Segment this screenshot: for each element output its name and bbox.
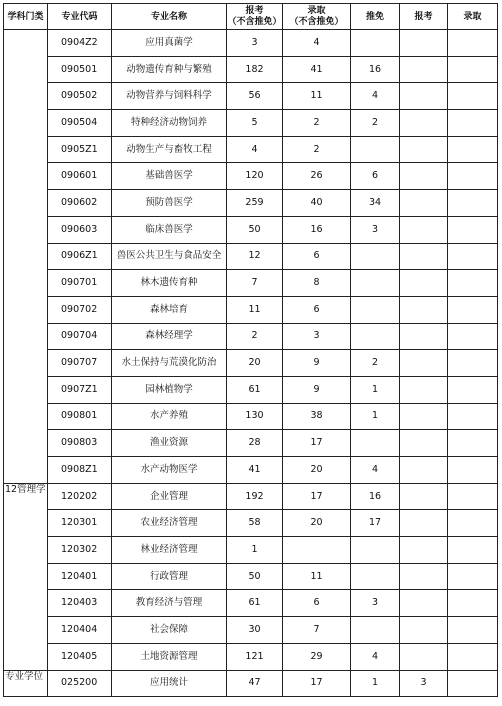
apply-excl-exempt-cell: 5 xyxy=(227,110,283,137)
exempt-cell: 4 xyxy=(351,457,400,484)
admit-excl-exempt-cell: 9 xyxy=(283,376,351,403)
exempt-cell: 4 xyxy=(351,643,400,670)
header-admit-excl-exempt xyxy=(283,4,351,30)
admit-cell xyxy=(448,643,498,670)
code-cell: 120403 xyxy=(48,590,112,617)
admit-excl-exempt-cell: 17 xyxy=(283,483,351,510)
apply-excl-exempt-cell: 7 xyxy=(227,270,283,297)
name-cell: 预防兽医学 xyxy=(112,190,227,217)
admit-cell xyxy=(448,510,498,537)
table-row xyxy=(4,430,498,457)
admit-excl-exempt-cell: 17 xyxy=(283,670,351,697)
admissions-table xyxy=(3,3,498,697)
apply-cell xyxy=(400,216,448,243)
admit-cell xyxy=(448,537,498,564)
apply-excl-exempt-cell: 2 xyxy=(227,323,283,350)
code-cell: 0906Z1 xyxy=(48,243,112,270)
code-cell: 0905Z1 xyxy=(48,136,112,163)
name-cell: 水土保持与荒漠化防治 xyxy=(112,350,227,377)
table-row xyxy=(4,83,498,110)
apply-excl-exempt-cell: 11 xyxy=(227,296,283,323)
apply-cell xyxy=(400,537,448,564)
exempt-cell xyxy=(351,136,400,163)
code-cell: 120404 xyxy=(48,617,112,644)
code-cell: 090601 xyxy=(48,163,112,190)
exempt-cell: 6 xyxy=(351,163,400,190)
header-apply-line2: （不含推免） xyxy=(227,16,282,27)
apply-cell: 3 xyxy=(400,670,448,697)
admit-excl-exempt-cell: 2 xyxy=(283,136,351,163)
name-cell: 动物遗传育种与繁殖 xyxy=(112,56,227,83)
apply-cell xyxy=(400,643,448,670)
apply-excl-exempt-cell: 259 xyxy=(227,190,283,217)
apply-cell xyxy=(400,110,448,137)
admit-excl-exempt-cell: 26 xyxy=(283,163,351,190)
apply-excl-exempt-cell: 1 xyxy=(227,537,283,564)
name-cell: 水产养殖 xyxy=(112,403,227,430)
apply-excl-exempt-cell: 28 xyxy=(227,430,283,457)
code-cell: 090704 xyxy=(48,323,112,350)
admit-cell xyxy=(448,483,498,510)
category-cell: 12管理学 xyxy=(4,483,48,670)
apply-cell xyxy=(400,590,448,617)
apply-cell xyxy=(400,510,448,537)
name-cell: 特种经济动物饲养 xyxy=(112,110,227,137)
exempt-cell xyxy=(351,296,400,323)
code-cell: 090504 xyxy=(48,110,112,137)
table-row xyxy=(4,457,498,484)
apply-cell xyxy=(400,30,448,57)
table-row xyxy=(4,56,498,83)
code-cell: 0908Z1 xyxy=(48,457,112,484)
code-cell: 120405 xyxy=(48,643,112,670)
header-apply-excl-exempt xyxy=(227,4,283,30)
exempt-cell xyxy=(351,243,400,270)
apply-excl-exempt-cell: 130 xyxy=(227,403,283,430)
admit-excl-exempt-cell: 9 xyxy=(283,350,351,377)
exempt-cell xyxy=(351,563,400,590)
table-row xyxy=(4,617,498,644)
admit-cell xyxy=(448,216,498,243)
table-row xyxy=(4,30,498,57)
name-cell: 社会保障 xyxy=(112,617,227,644)
apply-cell xyxy=(400,83,448,110)
admit-cell xyxy=(448,136,498,163)
name-cell: 农业经济管理 xyxy=(112,510,227,537)
table-row xyxy=(4,403,498,430)
exempt-cell: 2 xyxy=(351,110,400,137)
table-row xyxy=(4,563,498,590)
name-cell: 森林经理学 xyxy=(112,323,227,350)
table-row xyxy=(4,537,498,564)
table-row xyxy=(4,483,498,510)
admit-cell xyxy=(448,563,498,590)
header-admit-line1: 录取 xyxy=(307,5,326,16)
header-admit: 录取 xyxy=(448,4,498,30)
exempt-cell: 1 xyxy=(351,670,400,697)
table-row xyxy=(4,163,498,190)
exempt-cell xyxy=(351,270,400,297)
apply-excl-exempt-cell: 50 xyxy=(227,563,283,590)
admit-cell xyxy=(448,670,498,697)
exempt-cell xyxy=(351,323,400,350)
apply-excl-exempt-cell: 182 xyxy=(227,56,283,83)
name-cell: 应用统计 xyxy=(112,670,227,697)
category-cell xyxy=(4,30,48,484)
table-row xyxy=(4,350,498,377)
name-cell: 水产动物医学 xyxy=(112,457,227,484)
header-apply-line1: 报考 xyxy=(245,5,264,16)
exempt-cell: 34 xyxy=(351,190,400,217)
code-cell: 090501 xyxy=(48,56,112,83)
table-row xyxy=(4,643,498,670)
name-cell: 基础兽医学 xyxy=(112,163,227,190)
admit-excl-exempt-cell: 38 xyxy=(283,403,351,430)
exempt-cell xyxy=(351,537,400,564)
table-row xyxy=(4,190,498,217)
admit-excl-exempt-cell: 7 xyxy=(283,617,351,644)
name-cell: 动物营养与饲料科学 xyxy=(112,83,227,110)
admit-cell xyxy=(448,296,498,323)
code-cell: 090603 xyxy=(48,216,112,243)
apply-cell xyxy=(400,457,448,484)
name-cell: 渔业资源 xyxy=(112,430,227,457)
table-row xyxy=(4,270,498,297)
apply-cell xyxy=(400,136,448,163)
apply-excl-exempt-cell: 3 xyxy=(227,30,283,57)
exempt-cell: 1 xyxy=(351,403,400,430)
name-cell: 教育经济与管理 xyxy=(112,590,227,617)
admit-cell xyxy=(448,350,498,377)
table-row xyxy=(4,376,498,403)
admit-cell xyxy=(448,190,498,217)
apply-cell xyxy=(400,430,448,457)
admit-cell xyxy=(448,617,498,644)
name-cell: 林木遗传育种 xyxy=(112,270,227,297)
apply-excl-exempt-cell: 4 xyxy=(227,136,283,163)
code-cell: 120301 xyxy=(48,510,112,537)
name-cell: 园林植物学 xyxy=(112,376,227,403)
apply-cell xyxy=(400,376,448,403)
code-cell: 090803 xyxy=(48,430,112,457)
header-name: 专业名称 xyxy=(112,4,227,30)
admit-excl-exempt-cell: 41 xyxy=(283,56,351,83)
exempt-cell xyxy=(351,430,400,457)
apply-excl-exempt-cell: 41 xyxy=(227,457,283,484)
apply-cell xyxy=(400,163,448,190)
admit-excl-exempt-cell: 17 xyxy=(283,430,351,457)
apply-cell xyxy=(400,563,448,590)
apply-cell xyxy=(400,56,448,83)
table-row xyxy=(4,323,498,350)
admit-cell xyxy=(448,323,498,350)
apply-excl-exempt-cell: 12 xyxy=(227,243,283,270)
table-row xyxy=(4,296,498,323)
apply-excl-exempt-cell: 61 xyxy=(227,376,283,403)
admit-cell xyxy=(448,243,498,270)
admit-excl-exempt-cell: 20 xyxy=(283,457,351,484)
header-apply: 报考 xyxy=(400,4,448,30)
admit-excl-exempt-cell: 11 xyxy=(283,563,351,590)
admit-excl-exempt-cell: 6 xyxy=(283,590,351,617)
apply-excl-exempt-cell: 20 xyxy=(227,350,283,377)
header-exempt: 推免 xyxy=(351,4,400,30)
admit-excl-exempt-cell: 16 xyxy=(283,216,351,243)
admit-cell xyxy=(448,56,498,83)
code-cell: 025200 xyxy=(48,670,112,697)
code-cell: 090602 xyxy=(48,190,112,217)
apply-cell xyxy=(400,270,448,297)
apply-excl-exempt-cell: 30 xyxy=(227,617,283,644)
admit-excl-exempt-cell: 29 xyxy=(283,643,351,670)
name-cell: 土地资源管理 xyxy=(112,643,227,670)
admit-excl-exempt-cell xyxy=(283,537,351,564)
exempt-cell: 1 xyxy=(351,376,400,403)
apply-cell xyxy=(400,323,448,350)
name-cell: 兽医公共卫生与食品安全 xyxy=(112,243,227,270)
code-cell: 090502 xyxy=(48,83,112,110)
name-cell: 动物生产与畜牧工程 xyxy=(112,136,227,163)
table-row xyxy=(4,670,498,697)
table-row xyxy=(4,216,498,243)
name-cell: 行政管理 xyxy=(112,563,227,590)
admit-cell xyxy=(448,163,498,190)
code-cell: 090702 xyxy=(48,296,112,323)
exempt-cell xyxy=(351,617,400,644)
admit-excl-exempt-cell: 4 xyxy=(283,30,351,57)
name-cell: 林业经济管理 xyxy=(112,537,227,564)
admit-cell xyxy=(448,430,498,457)
apply-excl-exempt-cell: 56 xyxy=(227,83,283,110)
code-cell: 120202 xyxy=(48,483,112,510)
code-cell: 120302 xyxy=(48,537,112,564)
exempt-cell: 16 xyxy=(351,483,400,510)
apply-cell xyxy=(400,190,448,217)
apply-cell xyxy=(400,403,448,430)
admit-cell xyxy=(448,270,498,297)
exempt-cell: 17 xyxy=(351,510,400,537)
code-cell: 090701 xyxy=(48,270,112,297)
apply-excl-exempt-cell: 47 xyxy=(227,670,283,697)
code-cell: 0907Z1 xyxy=(48,376,112,403)
header-row xyxy=(4,4,498,30)
table-row xyxy=(4,590,498,617)
admit-excl-exempt-cell: 3 xyxy=(283,323,351,350)
table-row xyxy=(4,510,498,537)
admit-cell xyxy=(448,590,498,617)
exempt-cell: 16 xyxy=(351,56,400,83)
table-row xyxy=(4,243,498,270)
apply-cell xyxy=(400,296,448,323)
apply-excl-exempt-cell: 120 xyxy=(227,163,283,190)
apply-cell xyxy=(400,243,448,270)
admit-cell xyxy=(448,83,498,110)
code-cell: 120401 xyxy=(48,563,112,590)
name-cell: 森林培育 xyxy=(112,296,227,323)
exempt-cell: 2 xyxy=(351,350,400,377)
exempt-cell: 4 xyxy=(351,83,400,110)
admit-cell xyxy=(448,30,498,57)
admit-excl-exempt-cell: 20 xyxy=(283,510,351,537)
admit-cell xyxy=(448,376,498,403)
name-cell: 应用真菌学 xyxy=(112,30,227,57)
apply-excl-exempt-cell: 121 xyxy=(227,643,283,670)
admit-excl-exempt-cell: 6 xyxy=(283,296,351,323)
admit-excl-exempt-cell: 8 xyxy=(283,270,351,297)
apply-cell xyxy=(400,483,448,510)
table-row xyxy=(4,110,498,137)
admit-excl-exempt-cell: 6 xyxy=(283,243,351,270)
apply-cell xyxy=(400,617,448,644)
name-cell: 临床兽医学 xyxy=(112,216,227,243)
apply-excl-exempt-cell: 61 xyxy=(227,590,283,617)
exempt-cell: 3 xyxy=(351,216,400,243)
admit-excl-exempt-cell: 2 xyxy=(283,110,351,137)
category-cell: 专业学位 xyxy=(4,670,48,697)
header-code: 专业代码 xyxy=(48,4,112,30)
admit-cell xyxy=(448,457,498,484)
header-admit-line2: （不含推免） xyxy=(289,16,344,27)
admit-cell xyxy=(448,110,498,137)
exempt-cell: 3 xyxy=(351,590,400,617)
exempt-cell xyxy=(351,30,400,57)
code-cell: 0904Z2 xyxy=(48,30,112,57)
admit-excl-exempt-cell: 11 xyxy=(283,83,351,110)
name-cell: 企业管理 xyxy=(112,483,227,510)
apply-excl-exempt-cell: 58 xyxy=(227,510,283,537)
apply-cell xyxy=(400,350,448,377)
header-category: 学科门类 xyxy=(4,4,48,30)
admit-excl-exempt-cell: 40 xyxy=(283,190,351,217)
apply-excl-exempt-cell: 50 xyxy=(227,216,283,243)
admit-cell xyxy=(448,403,498,430)
apply-excl-exempt-cell: 192 xyxy=(227,483,283,510)
table-row xyxy=(4,136,498,163)
code-cell: 090707 xyxy=(48,350,112,377)
code-cell: 090801 xyxy=(48,403,112,430)
